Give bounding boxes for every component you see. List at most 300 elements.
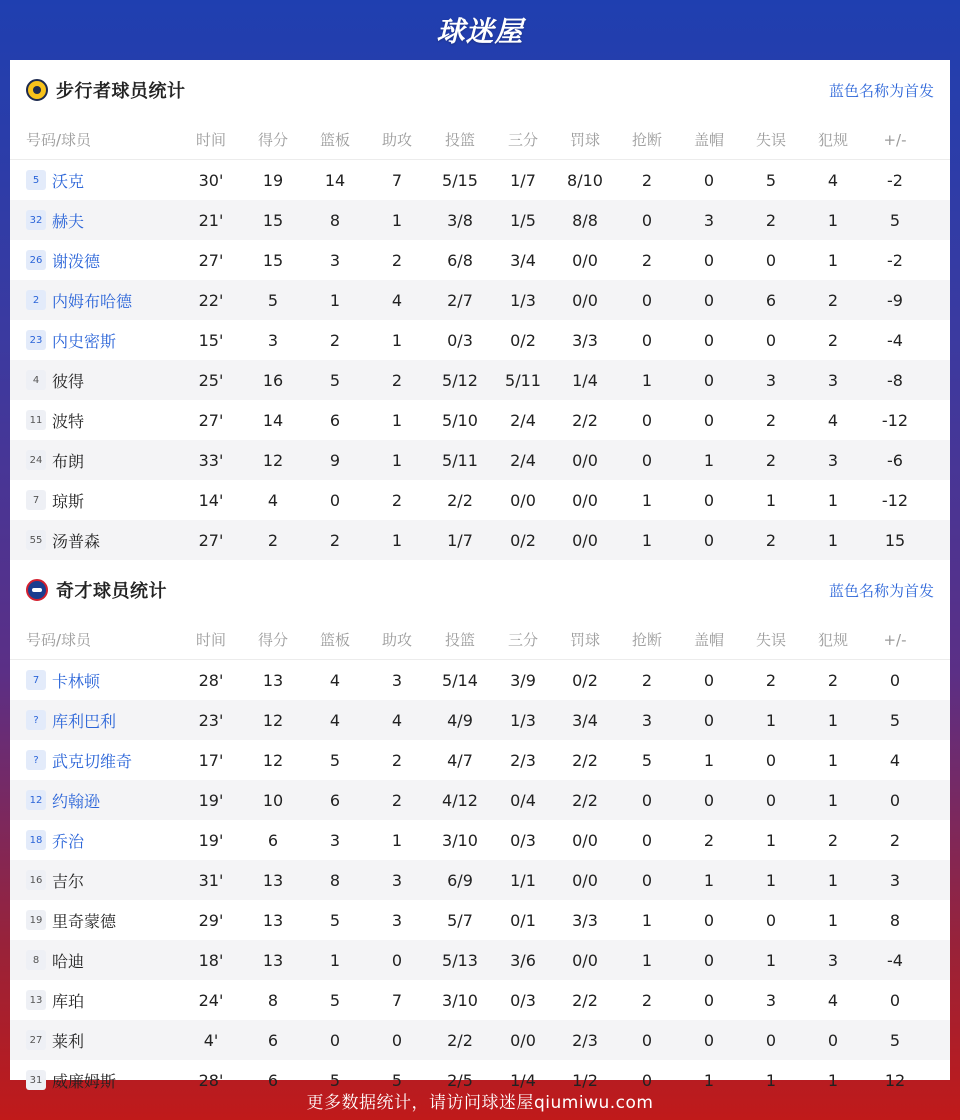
field-goals-cell: 4/7 xyxy=(447,750,473,770)
table-row xyxy=(10,440,950,480)
player-cell xyxy=(10,869,180,892)
player-name: 吉尔 xyxy=(52,871,85,891)
blocks-cell: 1 xyxy=(703,1070,715,1090)
turnovers-cell: 2 xyxy=(765,530,777,550)
field-goals-cell: 5/14 xyxy=(442,670,478,690)
fouls-cell: 2 xyxy=(827,670,839,690)
player-name: 汤普森 xyxy=(52,531,101,551)
blocks-cell: 0 xyxy=(703,170,715,190)
fouls-cell: 1 xyxy=(827,790,839,810)
fouls-cell: 2 xyxy=(827,830,839,850)
free-throws-cell: 8/10 xyxy=(567,170,603,190)
minutes-cell: 14' xyxy=(198,490,224,510)
points-cell: 14 xyxy=(262,410,284,430)
rebounds-cell: 2 xyxy=(329,530,341,550)
column-header: 罚球 xyxy=(569,131,600,149)
field-goals-cell: 2/2 xyxy=(447,490,473,510)
points-cell: 12 xyxy=(262,450,284,470)
free-throws-cell: 0/0 xyxy=(572,450,598,470)
fouls-cell: 2 xyxy=(827,290,839,310)
rebounds-cell: 14 xyxy=(324,170,346,190)
steals-cell: 1 xyxy=(641,910,653,930)
steals-cell: 0 xyxy=(641,1030,653,1050)
table-row xyxy=(10,700,950,740)
column-header: 失误 xyxy=(755,631,786,649)
table-row xyxy=(10,780,950,820)
assists-cell: 1 xyxy=(391,330,403,350)
jersey-number: 24 xyxy=(26,450,46,470)
player-cell xyxy=(10,169,180,192)
rebounds-cell: 5 xyxy=(329,370,341,390)
points-cell: 13 xyxy=(262,910,284,930)
points-cell: 10 xyxy=(262,790,284,810)
minutes-cell: 29' xyxy=(198,910,224,930)
player-cell xyxy=(10,989,180,1012)
points-cell: 15 xyxy=(262,210,284,230)
assists-cell: 2 xyxy=(391,250,403,270)
assists-cell: 4 xyxy=(391,710,403,730)
plus-minus-cell: -12 xyxy=(881,490,909,510)
fouls-cell: 1 xyxy=(827,210,839,230)
plus-minus-cell: 0 xyxy=(889,670,901,690)
turnovers-cell: 2 xyxy=(765,210,777,230)
jersey-number: 23 xyxy=(26,330,46,350)
jersey-number: ? xyxy=(26,710,46,730)
player-name[interactable]: 约翰逊 xyxy=(52,791,101,811)
fouls-cell: 4 xyxy=(827,990,839,1010)
turnovers-cell: 1 xyxy=(765,870,777,890)
free-throws-cell: 1/4 xyxy=(572,370,598,390)
blocks-cell: 0 xyxy=(703,410,715,430)
points-cell: 12 xyxy=(262,750,284,770)
turnovers-cell: 5 xyxy=(765,170,777,190)
rebounds-cell: 0 xyxy=(329,490,341,510)
rebounds-cell: 1 xyxy=(329,950,341,970)
field-goals-cell: 2/7 xyxy=(447,290,473,310)
minutes-cell: 21' xyxy=(198,210,224,230)
blocks-cell: 0 xyxy=(703,990,715,1010)
jersey-number: 4 xyxy=(26,370,46,390)
field-goals-cell: 3/8 xyxy=(447,210,473,230)
plus-minus-cell: -12 xyxy=(881,410,909,430)
player-name[interactable]: 乔治 xyxy=(52,831,85,851)
plus-minus-cell: 0 xyxy=(889,990,901,1010)
column-header: 篮板 xyxy=(319,631,350,649)
turnovers-cell: 0 xyxy=(765,250,777,270)
points-cell: 19 xyxy=(262,170,284,190)
jersey-number: 7 xyxy=(26,490,46,510)
rebounds-cell: 6 xyxy=(329,410,341,430)
blocks-cell: 1 xyxy=(703,450,715,470)
assists-cell: 1 xyxy=(391,830,403,850)
plus-minus-cell: 3 xyxy=(889,870,901,890)
field-goals-cell: 4/12 xyxy=(442,790,478,810)
jersey-number: 27 xyxy=(26,1030,46,1050)
free-throws-cell: 0/0 xyxy=(572,530,598,550)
steals-cell: 3 xyxy=(641,710,653,730)
column-header: +/- xyxy=(883,130,907,149)
assists-cell: 2 xyxy=(391,490,403,510)
assists-cell: 2 xyxy=(391,370,403,390)
field-goals-cell: 6/9 xyxy=(447,870,473,890)
table-row xyxy=(10,740,950,780)
free-throws-cell: 2/3 xyxy=(572,1030,598,1050)
three-pointers-cell: 0/1 xyxy=(510,910,536,930)
plus-minus-cell: -6 xyxy=(887,450,903,470)
table-row xyxy=(10,660,950,700)
points-cell: 16 xyxy=(262,370,284,390)
rebounds-cell: 1 xyxy=(329,290,341,310)
points-cell: 13 xyxy=(262,950,284,970)
player-name[interactable]: 谢泼德 xyxy=(52,251,101,271)
fouls-cell: 3 xyxy=(827,950,839,970)
assists-cell: 1 xyxy=(391,210,403,230)
player-cell xyxy=(10,909,180,932)
steals-cell: 0 xyxy=(641,290,653,310)
column-header: 篮板 xyxy=(319,131,350,149)
minutes-cell: 27' xyxy=(198,530,224,550)
rebounds-cell: 0 xyxy=(329,1030,341,1050)
three-pointers-cell: 1/5 xyxy=(510,210,536,230)
free-throws-cell: 0/0 xyxy=(572,870,598,890)
column-header: 犯规 xyxy=(817,131,848,149)
points-cell: 3 xyxy=(267,330,279,350)
three-pointers-cell: 3/4 xyxy=(510,250,536,270)
minutes-cell: 19' xyxy=(198,790,224,810)
table-row xyxy=(10,1020,950,1060)
minutes-cell: 19' xyxy=(198,830,224,850)
steals-cell: 0 xyxy=(641,450,653,470)
free-throws-cell: 2/2 xyxy=(572,410,598,430)
turnovers-cell: 1 xyxy=(765,710,777,730)
rebounds-cell: 3 xyxy=(329,830,341,850)
site-header xyxy=(0,0,960,60)
steals-cell: 0 xyxy=(641,870,653,890)
column-header: 时间 xyxy=(195,631,226,649)
assists-cell: 3 xyxy=(391,870,403,890)
table-row xyxy=(10,200,950,240)
field-goals-cell: 1/7 xyxy=(447,530,473,550)
fouls-cell: 4 xyxy=(827,170,839,190)
three-pointers-cell: 5/11 xyxy=(505,370,541,390)
player-cell xyxy=(10,289,180,312)
steals-cell: 2 xyxy=(641,170,653,190)
three-pointers-cell: 0/2 xyxy=(510,530,536,550)
player-name: 琼斯 xyxy=(52,491,85,511)
blocks-cell: 0 xyxy=(703,490,715,510)
jersey-number: 7 xyxy=(26,670,46,690)
assists-cell: 0 xyxy=(391,1030,403,1050)
player-rows xyxy=(10,160,950,560)
fouls-cell: 1 xyxy=(827,750,839,770)
fouls-cell: 3 xyxy=(827,370,839,390)
steals-cell: 0 xyxy=(641,830,653,850)
column-header: 犯规 xyxy=(817,631,848,649)
assists-cell: 2 xyxy=(391,790,403,810)
free-throws-cell: 3/4 xyxy=(572,710,598,730)
player-name[interactable]: 卡林顿 xyxy=(52,671,101,691)
steals-cell: 1 xyxy=(641,530,653,550)
jersey-number: 26 xyxy=(26,250,46,270)
blocks-cell: 0 xyxy=(703,250,715,270)
assists-cell: 0 xyxy=(391,950,403,970)
plus-minus-cell: 4 xyxy=(889,750,901,770)
player-cell xyxy=(10,709,180,732)
player-cell xyxy=(10,749,180,772)
free-throws-cell: 0/0 xyxy=(572,250,598,270)
column-header: 投篮 xyxy=(444,631,475,649)
blocks-cell: 0 xyxy=(703,670,715,690)
three-pointers-cell: 3/6 xyxy=(510,950,536,970)
points-cell: 6 xyxy=(267,1070,279,1090)
free-throws-cell: 3/3 xyxy=(572,910,598,930)
field-goals-cell: 2/2 xyxy=(447,1030,473,1050)
steals-cell: 1 xyxy=(641,950,653,970)
turnovers-cell: 0 xyxy=(765,330,777,350)
jersey-number: 32 xyxy=(26,210,46,230)
player-name: 库珀 xyxy=(52,991,85,1011)
starter-note: 蓝色名称为首发 xyxy=(828,81,934,100)
blocks-cell: 0 xyxy=(703,950,715,970)
field-goals-cell: 5/12 xyxy=(442,370,478,390)
section-header xyxy=(10,560,950,620)
plus-minus-cell: 5 xyxy=(889,210,901,230)
blocks-cell: 0 xyxy=(703,790,715,810)
plus-minus-cell: 8 xyxy=(889,910,901,930)
minutes-cell: 31' xyxy=(198,870,224,890)
column-header: 失误 xyxy=(755,131,786,149)
jersey-number: 19 xyxy=(26,910,46,930)
table-row xyxy=(10,480,950,520)
rebounds-cell: 5 xyxy=(329,750,341,770)
jersey-number: 55 xyxy=(26,530,46,550)
steals-cell: 0 xyxy=(641,410,653,430)
player-name: 威廉姆斯 xyxy=(52,1071,117,1091)
steals-cell: 2 xyxy=(641,990,653,1010)
turnovers-cell: 1 xyxy=(765,830,777,850)
player-name[interactable]: 沃克 xyxy=(52,171,85,191)
assists-cell: 7 xyxy=(391,990,403,1010)
blocks-cell: 0 xyxy=(703,530,715,550)
site-logo: 球迷屋 xyxy=(436,15,524,48)
column-header: 盖帽 xyxy=(693,131,724,149)
player-name: 布朗 xyxy=(52,451,85,471)
minutes-cell: 30' xyxy=(198,170,224,190)
turnovers-cell: 2 xyxy=(765,450,777,470)
player-cell xyxy=(10,669,180,692)
turnovers-cell: 1 xyxy=(765,490,777,510)
field-goals-cell: 5/10 xyxy=(442,410,478,430)
three-pointers-cell: 2/3 xyxy=(510,750,536,770)
player-name[interactable]: 内姆布哈德 xyxy=(52,291,133,311)
player-cell xyxy=(10,829,180,852)
fouls-cell: 1 xyxy=(827,910,839,930)
rebounds-cell: 8 xyxy=(329,870,341,890)
wizards-logo-icon xyxy=(26,579,48,601)
player-name[interactable]: 武克切维奇 xyxy=(52,751,133,771)
plus-minus-cell: -4 xyxy=(887,330,903,350)
minutes-cell: 17' xyxy=(198,750,224,770)
table-row xyxy=(10,940,950,980)
table-row xyxy=(10,160,950,200)
three-pointers-cell: 0/2 xyxy=(510,330,536,350)
steals-cell: 0 xyxy=(641,1070,653,1090)
plus-minus-cell: -9 xyxy=(887,290,903,310)
free-throws-cell: 0/0 xyxy=(572,290,598,310)
plus-minus-cell: -8 xyxy=(887,370,903,390)
field-goals-cell: 5/15 xyxy=(442,170,478,190)
turnovers-cell: 6 xyxy=(765,290,777,310)
footer-link[interactable]: 更多数据统计，请访问球迷屋qiumiwu.com xyxy=(306,1092,654,1113)
free-throws-cell: 3/3 xyxy=(572,330,598,350)
fouls-cell: 1 xyxy=(827,1070,839,1090)
player-cell xyxy=(10,449,180,472)
three-pointers-cell: 1/7 xyxy=(510,170,536,190)
free-throws-cell: 2/2 xyxy=(572,790,598,810)
player-cell xyxy=(10,1029,180,1052)
plus-minus-cell: 2 xyxy=(889,830,901,850)
three-pointers-cell: 0/3 xyxy=(510,990,536,1010)
fouls-cell: 1 xyxy=(827,530,839,550)
team-section-pacers xyxy=(10,60,950,560)
player-cell xyxy=(10,489,180,512)
jersey-number: 8 xyxy=(26,950,46,970)
free-throws-cell: 0/2 xyxy=(572,670,598,690)
pacers-logo-icon xyxy=(26,79,48,101)
free-throws-cell: 0/0 xyxy=(572,950,598,970)
player-cell xyxy=(10,249,180,272)
column-header: 盖帽 xyxy=(693,631,724,649)
minutes-cell: 27' xyxy=(198,250,224,270)
free-throws-cell: 2/2 xyxy=(572,990,598,1010)
assists-cell: 1 xyxy=(391,530,403,550)
turnovers-cell: 0 xyxy=(765,1030,777,1050)
table-row xyxy=(10,520,950,560)
blocks-cell: 3 xyxy=(703,210,715,230)
player-name[interactable]: 内史密斯 xyxy=(52,331,117,351)
steals-cell: 2 xyxy=(641,250,653,270)
table-row xyxy=(10,280,950,320)
jersey-number: ? xyxy=(26,750,46,770)
blocks-cell: 1 xyxy=(703,750,715,770)
blocks-cell: 0 xyxy=(703,910,715,930)
table-row xyxy=(10,240,950,280)
column-header: 助攻 xyxy=(381,131,412,149)
rebounds-cell: 3 xyxy=(329,250,341,270)
minutes-cell: 24' xyxy=(198,990,224,1010)
steals-cell: 0 xyxy=(641,790,653,810)
free-throws-cell: 2/2 xyxy=(572,750,598,770)
column-header: 抢断 xyxy=(631,131,662,149)
player-name: 莱利 xyxy=(52,1031,85,1051)
points-cell: 8 xyxy=(267,990,279,1010)
field-goals-cell: 0/3 xyxy=(447,330,473,350)
three-pointers-cell: 0/0 xyxy=(510,490,536,510)
column-header: 得分 xyxy=(257,631,288,649)
table-row xyxy=(10,360,950,400)
minutes-cell: 18' xyxy=(198,950,224,970)
points-cell: 2 xyxy=(267,530,279,550)
turnovers-cell: 0 xyxy=(765,750,777,770)
turnovers-cell: 0 xyxy=(765,910,777,930)
jersey-number: 31 xyxy=(26,1070,46,1090)
turnovers-cell: 1 xyxy=(765,950,777,970)
blocks-cell: 2 xyxy=(703,830,715,850)
player-cell xyxy=(10,949,180,972)
points-cell: 12 xyxy=(262,710,284,730)
field-goals-cell: 2/5 xyxy=(447,1070,473,1090)
turnovers-cell: 2 xyxy=(765,670,777,690)
player-name[interactable]: 赫夫 xyxy=(52,211,85,231)
three-pointers-cell: 2/4 xyxy=(510,450,536,470)
three-pointers-cell: 2/4 xyxy=(510,410,536,430)
blocks-cell: 0 xyxy=(703,1030,715,1050)
steals-cell: 1 xyxy=(641,370,653,390)
table-row xyxy=(10,900,950,940)
jersey-number: 11 xyxy=(26,410,46,430)
jersey-number: 2 xyxy=(26,290,46,310)
steals-cell: 5 xyxy=(641,750,653,770)
minutes-cell: 22' xyxy=(198,290,224,310)
column-header: 罚球 xyxy=(569,631,600,649)
column-header: 得分 xyxy=(257,131,288,149)
column-headers xyxy=(10,120,950,160)
player-name[interactable]: 库利巴利 xyxy=(52,711,117,731)
three-pointers-cell: 0/3 xyxy=(510,830,536,850)
column-header: 抢断 xyxy=(631,631,662,649)
points-cell: 5 xyxy=(267,290,279,310)
section-title: 奇才球员统计 xyxy=(56,581,167,602)
column-header: 三分 xyxy=(507,131,538,149)
minutes-cell: 23' xyxy=(198,710,224,730)
rebounds-cell: 5 xyxy=(329,990,341,1010)
blocks-cell: 0 xyxy=(703,290,715,310)
steals-cell: 1 xyxy=(641,490,653,510)
jersey-number: 16 xyxy=(26,870,46,890)
fouls-cell: 1 xyxy=(827,490,839,510)
minutes-cell: 33' xyxy=(198,450,224,470)
starter-note: 蓝色名称为首发 xyxy=(828,581,934,600)
column-header: +/- xyxy=(883,630,907,649)
turnovers-cell: 3 xyxy=(765,990,777,1010)
turnovers-cell: 3 xyxy=(765,370,777,390)
steals-cell: 0 xyxy=(641,210,653,230)
column-header: 号码/球员 xyxy=(26,131,92,149)
player-cell xyxy=(10,329,180,352)
section-title: 步行者球员统计 xyxy=(56,81,186,102)
blocks-cell: 0 xyxy=(703,710,715,730)
player-cell xyxy=(10,369,180,392)
table-row xyxy=(10,400,950,440)
column-headers xyxy=(10,620,950,660)
steals-cell: 2 xyxy=(641,670,653,690)
three-pointers-cell: 0/4 xyxy=(510,790,536,810)
plus-minus-cell: 0 xyxy=(889,790,901,810)
points-cell: 6 xyxy=(267,1030,279,1050)
rebounds-cell: 2 xyxy=(329,330,341,350)
player-cell xyxy=(10,789,180,812)
assists-cell: 7 xyxy=(391,170,403,190)
table-row xyxy=(10,980,950,1020)
player-cell xyxy=(10,409,180,432)
fouls-cell: 1 xyxy=(827,250,839,270)
three-pointers-cell: 3/9 xyxy=(510,670,536,690)
fouls-cell: 2 xyxy=(827,330,839,350)
assists-cell: 4 xyxy=(391,290,403,310)
steals-cell: 0 xyxy=(641,330,653,350)
field-goals-cell: 6/8 xyxy=(447,250,473,270)
minutes-cell: 28' xyxy=(198,670,224,690)
